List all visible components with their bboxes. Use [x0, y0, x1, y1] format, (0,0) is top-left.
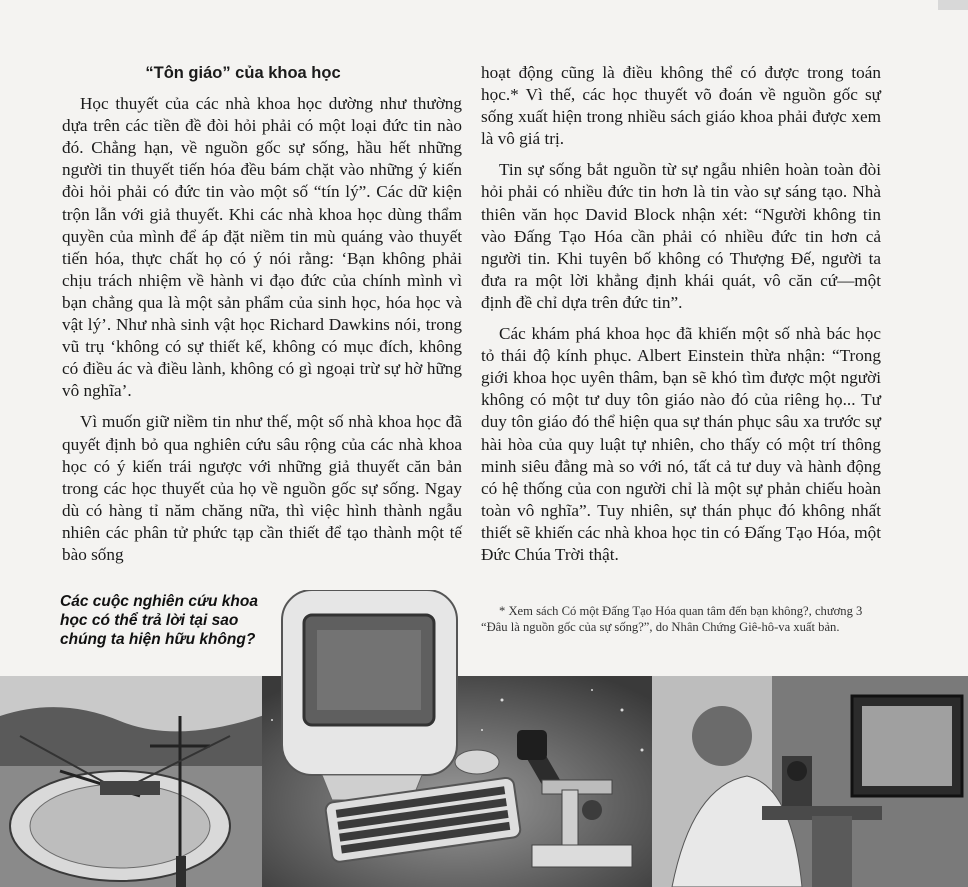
paragraph: Các khám phá khoa học đã khiến một số nhà bác học tỏ thái độ kính phục. Albert Einstein thừa nhận: “Trong giới khoa học uyên thâm, bạn sẽ khó tìm được một người không có một tư duy tôn giáo nào đó của riêng họ... Tư duy tôn giáo đó thể hiện qua sự thán phục sâu xa trước sự hài hòa của quy luật tự nhiên, cho thấy có một trí thông minh siêu đẳng mà so với nó, tất cả tư duy và hành động có hệ thống của con người chỉ là một sự phản chiếu hoàn toàn vô nghĩa”. Tuy nhiên, sự thán phục đó không nhất thiết sẽ khiến các nhà khoa học tin có Đấng Tạo Hóa, một Đức Chúa Trời thật. [481, 324, 881, 564]
paragraph: Học thuyết của các nhà khoa học dường như thường dựa trên các tiền đề đòi hỏi phải có một loại đức tin nào đó. Chẳng hạn, về nguồn gốc sự sống, hầu hết những người tin thuyết tiến hóa đều bám chặt vào những ý kiến đòi hỏi phải có đức tin vào một số “tín lý”. Các dữ kiện trộn lẫn với giả thuyết. Khi các nhà khoa học dùng thẩm quyền của mình để áp đặt niềm tin mù quáng vào thuyết tiến hóa, thực chất họ có ý nói rằng: ‘Bạn không phải chịu trách nhiệm về hành vi đạo đức của chính mình vì bạn chẳng qua là một sản phẩm của sinh học, hóa học và vật lý’. Như nhà sinh vật học Richard Dawkins nói, trong vũ trụ ‘không có sự thiết kế, không có mục đích, không có điều ác và điều lành, không có gì ngoại trừ sự hờ hững vô nghĩa’. [62, 94, 462, 401]
computer-microscope-photo [262, 590, 652, 887]
scientist-lab-photo [652, 676, 968, 887]
article-left-column [62, 62, 462, 566]
paragraph: hoạt động cũng là điều không thể có được trong toán học.* Vì thế, các học thuyết võ đoán về nguồn gốc sự sống xuất hiện trong nhiều sách giáo khoa phải được xem là vô giá trị. [481, 63, 881, 149]
photo-caption: Các cuộc nghiên cứu khoa học có thể trả lời tại sao chúng ta hiện hữu không? [60, 593, 258, 648]
article-heading: “Tôn giáo” của khoa học [145, 64, 341, 82]
footnote-text: * Xem sách Có một Đấng Tạo Hóa quan tâm đến bạn không?, chương 3 “Đâu là nguồn gốc của sự sống?”, do Nhân Chứng Giê-hô-va xuất bản. [481, 604, 863, 634]
paragraph: Vì muốn giữ niềm tin như thế, một số nhà khoa học đã quyết định bỏ qua nghiên cứu sâu rộng của các nhà khoa học có ý kiến trái ngược với những giả thuyết căn bản trong các học thuyết của họ về nguồn gốc sự sống. Ngay dù có hàng tỉ năm chăng nữa, thì việc hình thành ngẫu nhiên các phân tử phức tạp cần thiết để tạo thành một tế bào sống [62, 412, 462, 564]
paragraph: Tin sự sống bắt nguồn từ sự ngẫu nhiên hoàn toàn đòi hỏi phải có nhiều đức tin hơn là tin vào sự sáng tạo. Nhà thiên văn học David Block nhận xét: “Người không tin vào Đấng Tạo Hóa cần phải có nhiều đức tin hơn cả người tin. Khi tuyên bố không có Thượng Đế, người ta đưa ra một lời khẳng định khái quát, vô căn cứ—một định đề chỉ dựa trên đức tin”. [481, 160, 881, 312]
radio-telescope-photo [0, 676, 276, 887]
top-edge-mark [938, 0, 968, 10]
article-right-column [481, 62, 881, 566]
